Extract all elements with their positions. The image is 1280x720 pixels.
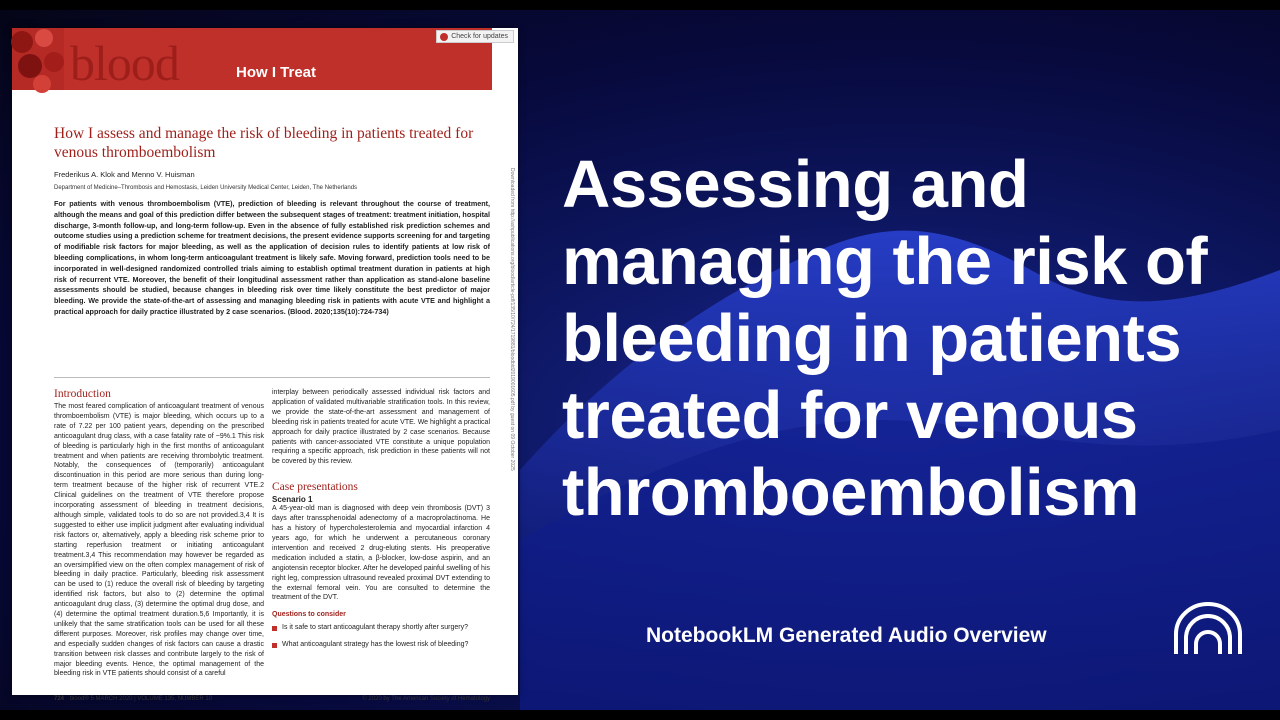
download-note	[505, 168, 519, 528]
check-updates-label: Check for updates	[451, 33, 508, 40]
article-affiliation: Department of Medicine–Thrombosis and Hemostasis, Leiden University Medical Center, Leiden, The Netherlands	[54, 185, 358, 191]
footer-issue-text: blood® 5 MARCH 2020 | VOLUME 135, NUMBER 10	[69, 696, 213, 702]
intro-heading: Introduction	[54, 388, 111, 400]
download-note-text: Downloaded from http://ashpublications.org/blood/article-pdf/135/10/724/1719881/bloodbld2019001605.pdf by guest on 09 October 2025	[509, 168, 515, 471]
caption: NotebookLM Generated Audio Overview	[646, 624, 1047, 647]
scenario-heading: Scenario 1	[272, 495, 313, 505]
footer-page-number: 724	[54, 696, 65, 702]
footer-issue	[54, 696, 212, 702]
case-heading: Case presentations	[272, 481, 358, 494]
section-title: How I Treat	[236, 64, 317, 81]
check-updates-icon	[440, 33, 448, 41]
headline: Assessing and managing the risk of bleeding in patients treated for venous thromboembolism	[562, 147, 1208, 530]
intro-text: The most feared complication of anticoagulant treatment of venous thromboembolism (VTE) is major bleeding, which occurs up to a rate of 7.22 per 100 patient years, depending on the prescribed anticoagulant drug class, with a case fatality rate of ~9%.1 This risk of bleeding is particularly high in the first months of anticoagulant treatment and when patients are receiving thrombolytic treatment. Notably, the consequences of (temporarily) anticoagulant discontinuation in this period are more serious than during long-term treatment because of the higher risk of recurrent VTE.2 Clinical guidelines on the treatment of VTE therefore propose incorporating assessment of bleeding in treatment decisions, although simple, validated tools to do so are not provided.3,4 It is suggested to either use implicit judgment after evaluating individual risk factors or, alternatively, apply a bleeding risk scheme prior to starting reperfusion treatment or initiating anticoagulant treatment.3,4 This recommendation may however be regarded as an oversimplified view on the often complex management of risk of bleeding in daily practice. Particularly, bleeding risk assessment can be used to (1) reduce the overall risk of bleeding by targeting identified risk factors, but also to (2) determine the optimal anticoagulant drug class, (3) determine the optimal drug dose, and (4) determine the optimal treatment duration.5,6 Importantly, it is unlikely that the same stratification tools can be used for all these different purposes. Moreover, risk profiles may change over time, and especially sudden changes of risk factors can cause a drastic transition between risk classes and contribute largely to the risk of major bleeding events. Hence, the optimal management of the bleeding risk in VTE patients should consist of a careful	[54, 403, 264, 678]
article-abstract: For patients with venous thromboembolism (VTE), prediction of bleeding is relevant throughout the course of treatment, although the means and goal of this prediction differ between the subsequent stages of treatment: treatment initiation, hospital discharge, 3-month follow-up, and long-term follow-up. Even in the absence of fully established risk prediction schemes and outcome studies using a prediction scheme for treatment decisions, the present evidence supports screening for and targeting of modifiable risk factors for major bleeding, as well as the application of decision rules to identify patients at low risk of bleeding complications, in whom long-term anticoagulant treatment is likely safe. Moving forward, prediction tools need to be incorporated in well-designed randomized controlled trials aiming to establish optimal treatment duration in patients at high risk of recurrent VTE. Moreover, the benefit of their longitudinal assessment rather than application as stand-alone baseline assessments should be studied, because changes in bleeding risk over time likely constitute the best predictor of major bleeding. We provide the state-of-the-art of assessing and managing bleeding risk in patients with acute VTE and highlight a practical approach for daily practice illustrated by 2 case scenarios. (Blood. 2020;135(10):724-734)	[54, 199, 490, 316]
paper-page	[12, 28, 518, 702]
article-title: How I assess and manage the risk of bleeding in patients treated for venous thromboembolism	[54, 125, 474, 161]
intro-continued-text: interplay between periodically assessed individual risk factors and application of validated multivariable stratification tools. In this review, we provide the state-of-the-art assessment and management of bleeding risk in patients treated for acute VTE. We highlight a practical approach for daily practice illustrated by 2 case scenarios. Because patients with cancer-associated VTE constitute a unique population requiring a specific approach, risk prediction in these patients will not be covered by this review.	[272, 389, 490, 466]
section-divider	[54, 377, 490, 378]
article-authors: Frederikus A. Klok and Menno V. Huisman	[54, 170, 195, 179]
column-right	[272, 388, 490, 658]
blood-cells-icon	[12, 28, 64, 90]
notebooklm-logo-icon	[1170, 600, 1246, 656]
check-updates-badge[interactable]	[436, 30, 514, 43]
scenario-text: A 45-year-old man is diagnosed with deep vein thrombosis (DVT) 3 days after transsphenoidal adenectomy of a macroprolactinoma. He has a history of hypercholesterolemia and myocardial infarction 4 years ago, for which he underwent a percutaneous coronary intervention and received 2 drug-eluting stents. His preoperative medication included a statin, a β-blocker, low-dose aspirin, and an angiotensin receptor blocker. After he developed painful swelling of his right leg, compression ultrasound revealed proximal DVT extending to the external femoral vein. You are consulted to determine the treatment of the DVT.	[272, 505, 490, 602]
letterbox-bottom	[0, 710, 1280, 720]
footer-copyright: © 2020 by The American Society of Hematology	[362, 696, 490, 702]
journal-banner	[12, 28, 492, 90]
journal-logo: blood	[70, 35, 179, 91]
question-item: What anticoagulant strategy has the lowest risk of bleeding?	[272, 641, 490, 648]
questions-heading: Questions to consider	[272, 611, 346, 619]
column-left	[54, 388, 264, 679]
question-item: Is it safe to start anticoagulant therapy shortly after surgery?	[272, 624, 490, 631]
